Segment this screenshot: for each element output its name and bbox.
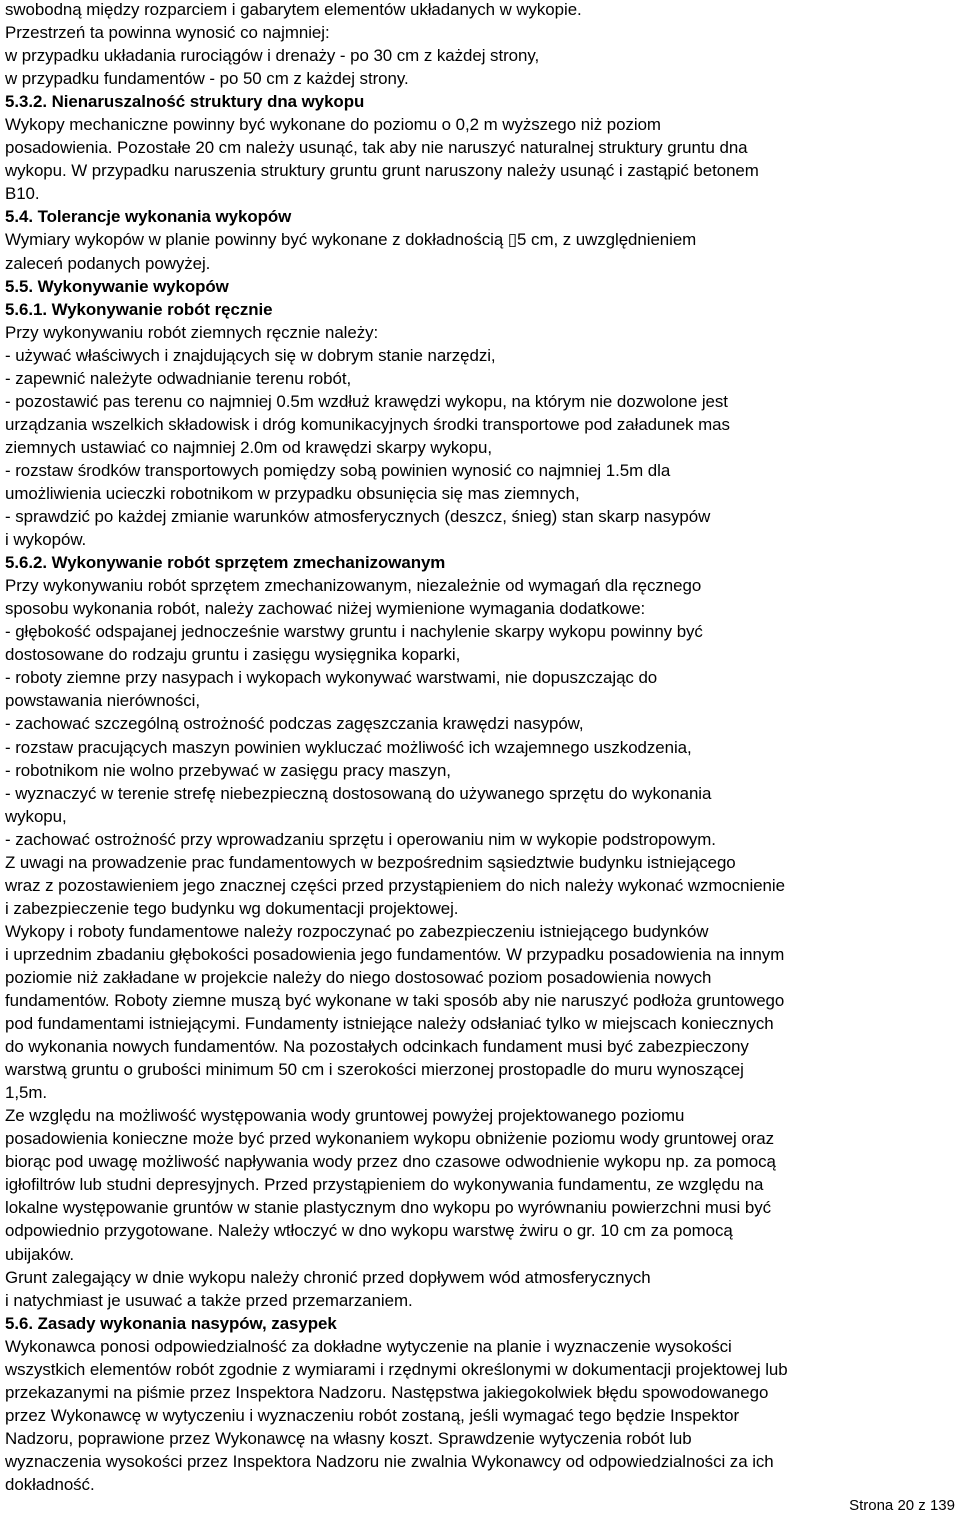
text-line: - zachować ostrożność przy wprowadzaniu sprzętu i operowaniu nim w wykopie podstropowym. [5, 829, 716, 849]
text-line: - robotnikom nie wolno przebywać w zasięgu pracy maszyn, [5, 760, 451, 780]
text-line: - głębokość odspajanej jednocześnie warstwy gruntu i nachylenie skarpy wykopu powinny być [5, 622, 703, 642]
section-heading: 5.5. Wykonywanie wykopów [5, 276, 229, 296]
text-line: w przypadku układania rurociągów i drenaży - po 30 cm z każdej strony, [5, 46, 540, 66]
text-line: poziomie niż zakładane w projekcie należy do niego dostosować poziom posadowienia nowych [5, 967, 712, 987]
text-line: posadowienia. Pozostałe 20 cm należy usunąć, tak aby nie naruszyć naturalnej struktury gruntu dna [5, 138, 748, 158]
text-line: wykopu, [5, 806, 67, 826]
text-line: posadowienia konieczne może być przed wykonaniem wykopu obniżenie poziomu wody gruntowej oraz [5, 1129, 774, 1149]
text-line: wyznaczenia wysokości przez Inspektora Nadzoru nie zwalnia Wykonawcy od odpowiedzialności za ich [5, 1451, 774, 1471]
page-number: Strona 20 z 139 [849, 1497, 955, 1514]
text-line: przekazanymi na piśmie przez Inspektora Nadzoru. Następstwa jakiegokolwiek błędu spowodowanego [5, 1382, 769, 1402]
text-line: i uprzednim zbadaniu głębokości posadowienia jego fundamentów. W przypadku posadowienia na innym [5, 944, 785, 964]
text-line: Grunt zalegający w dnie wykopu należy chronić przed dopływem wód atmosferycznych [5, 1267, 651, 1287]
text-line: urządzania wszelkich składowisk i dróg komunikacyjnych środki transportowe pod załadunek mas [5, 414, 730, 434]
text-line: ziemnych ustawiać co najmniej 2.0m od krawędzi skarpy wykopu, [5, 437, 492, 457]
text-line: - używać właściwych i znajdujących się w dobrym stanie narzędzi, [5, 345, 496, 365]
section-heading: 5.4. Tolerancje wykonania wykopów [5, 207, 292, 227]
text-line: Przy wykonywaniu robót sprzętem zmechanizowanym, niezależnie od wymagań dla ręcznego [5, 576, 702, 596]
text-line: wraz z pozostawieniem jego znacznej części przed przystąpieniem do nich należy wykonać wzmocnienie [5, 875, 785, 895]
text-line: Nadzoru, poprawione przez Wykonawcę na własny koszt. Sprawdzenie wytyczenia robót lub [5, 1428, 692, 1448]
text-line: - zapewnić należyte odwadnianie terenu robót, [5, 368, 352, 388]
text-line: pod fundamentami istniejącymi. Fundamenty istniejące należy odsłaniać tylko w miejscach koniecznych [5, 1014, 774, 1034]
text-line: Wymiary wykopów w planie powinny być wykonane z dokładnością ▯5 cm, z uwzględnieniem [5, 230, 697, 250]
text-line: dokładność. [5, 1475, 95, 1494]
text-line: Z uwagi na prowadzenie prac fundamentowych w bezpośrednim sąsiedztwie budynku istniejącego [5, 852, 736, 872]
text-line: lokalne występowanie gruntów w stanie plastycznym dno wykopu po wyrównaniu powierzchni musi być [5, 1198, 772, 1218]
text-line: sposobu wykonania robót, należy zachować niżej wymienione wymagania dodatkowe: [5, 599, 646, 619]
text-line: B10. [5, 184, 40, 204]
text-line: - pozostawić pas terenu co najmniej 0.5m wzdłuż krawędzi wykopu, na którym nie dozwolone jest [5, 391, 728, 411]
section-heading: 5.6.1. Wykonywanie robót ręcznie [5, 299, 273, 319]
text-line: - rozstaw środków transportowych pomiędzy sobą powinien wynosić co najmniej 1.5m dla [5, 460, 671, 480]
text-line: 1,5m. [5, 1083, 47, 1103]
text-line: Wykopy i roboty fundamentowe należy rozpoczynać po zabezpieczeniu istniejącego budynków [5, 921, 709, 941]
text-line: swobodną między rozparciem i gabarytem elementów układanych w wykopie. [5, 0, 582, 19]
section-heading: 5.3.2. Nienaruszalność struktury dna wykopu [5, 92, 365, 112]
text-line: i natychmiast je usuwać a także przed przemarzaniem. [5, 1290, 413, 1310]
text-line: dostosowane do rodzaju gruntu i zasięgu wysięgnika koparki, [5, 645, 461, 665]
text-line: igłofiltrów lub studni depresyjnych. Przed przystąpieniem do wykonywania fundamentu, ze względu na [5, 1175, 764, 1195]
text-line: biorąc pod uwagę możliwość napływania wody przez dno czasowe odwodnienie wykopu np. za pomocą [5, 1152, 776, 1172]
text-line: odpowiednio przygotowane. Należy wtłoczyć w dno wykopu warstwę żwiru o gr. 10 cm za pomocą [5, 1221, 733, 1241]
document-page [5, 0, 950, 1496]
text-line: umożliwienia ucieczki robotnikom w przypadku obsunięcia się mas ziemnych, [5, 483, 580, 503]
text-line: - wyznaczyć w terenie strefę niebezpieczną dostosowaną do używanego sprzętu do wykonania [5, 783, 712, 803]
text-line: Przy wykonywaniu robót ziemnych ręcznie należy: [5, 322, 379, 342]
section-heading: 5.6. Zasady wykonania nasypów, zasypek [5, 1313, 337, 1333]
text-line: - rozstaw pracujących maszyn powinien wykluczać możliwość ich wzajemnego uszkodzenia, [5, 737, 692, 757]
text-line: warstwą gruntu o grubości minimum 50 cm i szerokości mierzonej prostopadle do muru wynoszącej [5, 1060, 744, 1080]
text-line: do wykonania nowych fundamentów. Na pozostałych odcinkach fundament musi być zabezpieczony [5, 1037, 749, 1057]
text-line: Przestrzeń ta powinna wynosić co najmniej: [5, 23, 330, 43]
text-line: ubijaków. [5, 1244, 75, 1264]
text-line: Ze względu na możliwość występowania wody gruntowej powyżej projektowanego poziomu [5, 1106, 685, 1126]
text-line: - zachować szczególną ostrożność podczas zagęszczania krawędzi nasypów, [5, 714, 584, 734]
text-line: wykopu. W przypadku naruszenia struktury gruntu grunt naruszony należy usunąć i zastąpić betonem [5, 161, 759, 181]
text-line: - roboty ziemne przy nasypach i wykopach wykonywać warstwami, nie dopuszczając do [5, 668, 658, 688]
text-line: fundamentów. Roboty ziemne muszą być wykonane w taki sposób aby nie naruszyć podłoża gruntowego [5, 991, 785, 1011]
section-heading: 5.6.2. Wykonywanie robót sprzętem zmechanizowanym [5, 553, 446, 573]
text-line: Wykopy mechaniczne powinny być wykonane do poziomu o 0,2 m wyższego niż poziom [5, 115, 661, 135]
text-line: zaleceń podanych powyżej. [5, 253, 211, 273]
text-line: i wykopów. [5, 530, 87, 550]
text-line: wszystkich elementów robót zgodnie z wymiarami i rzędnymi określonymi w dokumentacji projektowej lub [5, 1359, 788, 1379]
text-line: - sprawdzić po każdej zmianie warunków atmosferycznych (deszcz, śnieg) stan skarp nasypów [5, 507, 711, 527]
text-line: Wykonawca ponosi odpowiedzialność za dokładne wytyczenie na planie i wyznaczenie wysokości [5, 1336, 732, 1356]
text-line: i zabezpieczenie tego budynku wg dokumentacji projektowej. [5, 898, 459, 918]
text-line: powstawania nierówności, [5, 691, 201, 711]
text-line: w przypadku fundamentów - po 50 cm z każdej strony. [5, 69, 409, 89]
text-line: przez Wykonawcę w wytyczeniu i wyznaczeniu robót zostaną, jeśli wymagać tego będzie Inspektor [5, 1405, 740, 1425]
